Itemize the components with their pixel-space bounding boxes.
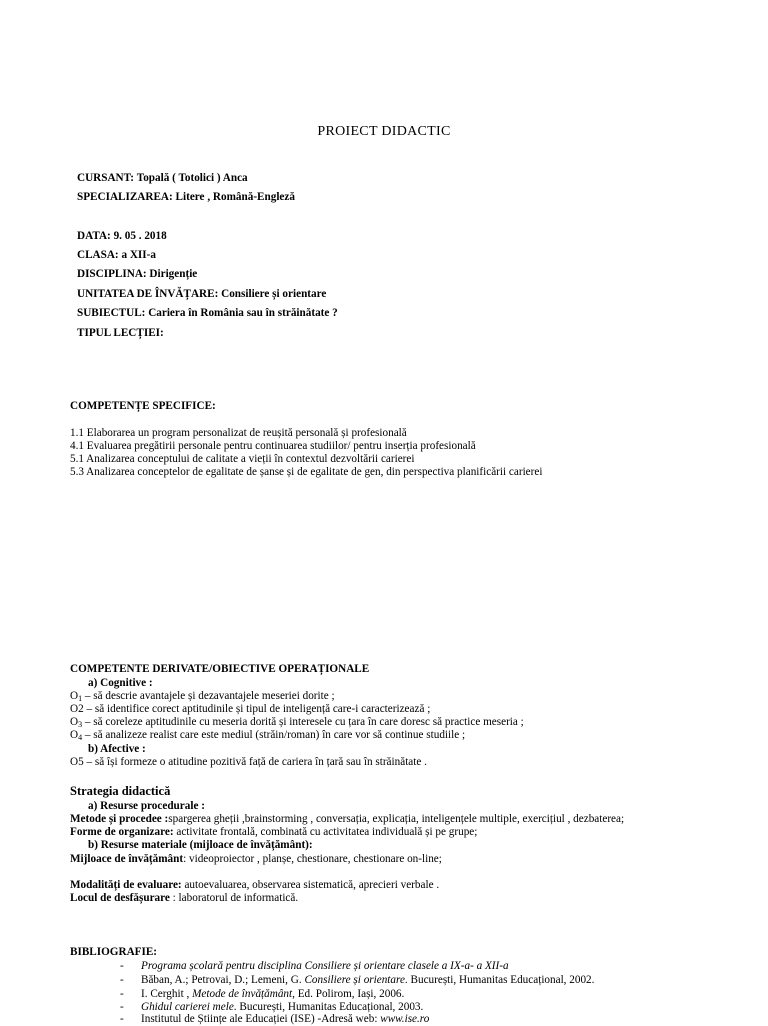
bib-pre: I. Cerghit , [141,988,193,1000]
cognitive-label: a) Cognitive : [88,677,153,689]
mijloace-label: Mijloace de învățământ [70,853,184,865]
field-clasa [77,249,156,262]
objective-sub: 1 [78,694,83,703]
field-data [77,230,167,243]
evaluare-label: Modalități de evaluare: [70,879,182,891]
forme-line [70,826,477,839]
loc-label: Locul de desfășurare [70,892,170,904]
bullet-dash: - [120,974,124,986]
metode-label: Metode și procedee : [70,813,169,825]
field-label: DATA: [77,230,111,242]
objective-item [70,756,427,771]
document-title: PROIECT DIDACTIC [317,124,451,139]
objective-text: – să identifice corect aptitudinile și tipul de inteligență care-i caracterizează ; [83,703,431,715]
resurse-procedurale-label: a) Resurse procedurale : [88,800,205,812]
field-value: Dirigenție [149,268,198,280]
bib-italic: www.ise.ro [380,1013,430,1025]
objective-text: – să analizeze realist care este mediul (străin/roman) în care vor să continue studiile ; [82,729,466,741]
bullet-dash: - [120,1001,124,1013]
derivate-heading: COMPETENTE DERIVATE/OBIECTIVE OPERAȚIONALE [70,663,370,675]
field-value: Consiliere și orientare [221,288,327,300]
afective-label: b) Afective : [88,743,146,755]
field-label: DISCIPLINA: [77,268,147,280]
bib-pre: Băban, A.; Petrovai, D.; Lemeni, G. [141,974,305,986]
bib-italic: Programa școlară pentru disciplina Consiliere și orientare clasele a IX-a- a XII-a [141,960,509,972]
objective-sub: 3 [78,720,83,729]
field-label: CLASA: [77,249,119,261]
forme-value: activitate frontală, combinată cu activitatea individuală și pe grupe; [173,826,478,838]
evaluare-line [70,879,439,892]
field-disciplina [77,268,197,281]
competenta-item: 4.1 Evaluarea pregătirii personale pentru continuarea studiilor/ pentru inserția profesională [70,440,476,452]
objective-code: O5 [70,756,84,768]
evaluare-value: autoevaluarea, observarea sistematică, aprecieri verbale . [181,879,440,891]
bibliografie-heading: BIBLIOGRAFIE: [70,946,158,958]
field-value: a XII-a [121,249,156,261]
field-cursant [77,172,248,185]
field-label: SUBIECTUL: [77,307,146,319]
strategia-heading: Strategia didactică [70,784,171,798]
field-label: UNITATEA DE ÎNVĂȚARE: [77,288,219,300]
objective-sub: 4 [78,733,83,742]
bullet-dash: - [120,1013,124,1025]
loc-line [70,892,298,905]
mijloace-line [70,853,442,866]
field-tipul-lectiei [77,327,164,340]
metode-line [70,813,624,826]
field-specializarea [77,191,295,204]
loc-value: : laboratorul de informatică. [169,892,299,904]
field-value: Cariera în România sau în străinătate ? [148,307,338,319]
forme-label: Forme de organizare: [70,826,174,838]
objective-item [70,729,465,744]
bibliography-item [120,960,509,973]
objective-code: O2 [70,703,84,715]
bib-italic: Metode de învățământ [192,988,293,1000]
bibliography-item [120,974,594,987]
resurse-materiale-label: b) Resurse materiale (mijloace de învățământ): [88,839,313,851]
bibliography-item [120,988,404,1001]
objective-code: O [70,690,79,702]
field-value: 9. 05 . 2018 [113,230,167,242]
objective-text: – să descrie avantajele și dezavantajele meseriei dorite ; [82,690,335,702]
bib-pre: Institutul de Științe ale Educației (ISE) -Adresă web: [141,1013,381,1025]
field-subiectul [77,307,338,320]
mijloace-value: : videoproiector , planșe, chestionare, chestionare on-line; [183,853,442,865]
field-label: SPECIALIZAREA: [77,191,173,203]
objective-code: O [70,716,79,728]
competenta-item: 5.3 Analizarea conceptelor de egalitate de șanse și de egalitate de gen, din perspectiva planificării carierei [70,466,543,478]
competenta-item: 1.1 Elaborarea un program personalizat de reușită personală și profesională [70,427,407,439]
bib-italic: Consiliere și orientare [304,974,405,986]
bib-post: . București, Humanitas Educațional, 2003. [233,1001,424,1013]
bibliography-item [120,1013,429,1026]
competente-heading: COMPETENȚE SPECIFICE: [70,400,216,412]
objective-code: O [70,729,79,741]
field-label: CURSANT: [77,172,134,184]
bib-post: . București, Humanitas Educațional, 2002. [404,974,595,986]
objective-text: – să își formeze o atitudine pozitivă față de cariera în țară sau în străinătate . [83,756,427,768]
objective-text: – să coreleze aptitudinile cu meseria dorită și interesele cu țara în care doresc să practice meseria ; [82,716,524,728]
bib-italic: Ghidul carierei mele [141,1001,234,1013]
competenta-item: 5.1 Analizarea conceptului de calitate a vieții în contextul dezvoltării carierei [70,453,415,465]
bib-post: , Ed. Polirom, Iași, 2006. [292,988,405,1000]
bullet-dash: - [120,988,124,1000]
field-label: TIPUL LECȚIEI: [77,327,164,339]
field-unitatea [77,288,326,301]
bullet-dash: - [120,960,124,972]
field-value: Topală ( Totolici ) Anca [136,172,248,184]
metode-value: spargerea gheții ,brainstorming , conversația, explicația, inteligențele multiple, exercițiul , dezbaterea; [168,813,625,825]
field-value: Litere , Română-Engleză [175,191,295,203]
